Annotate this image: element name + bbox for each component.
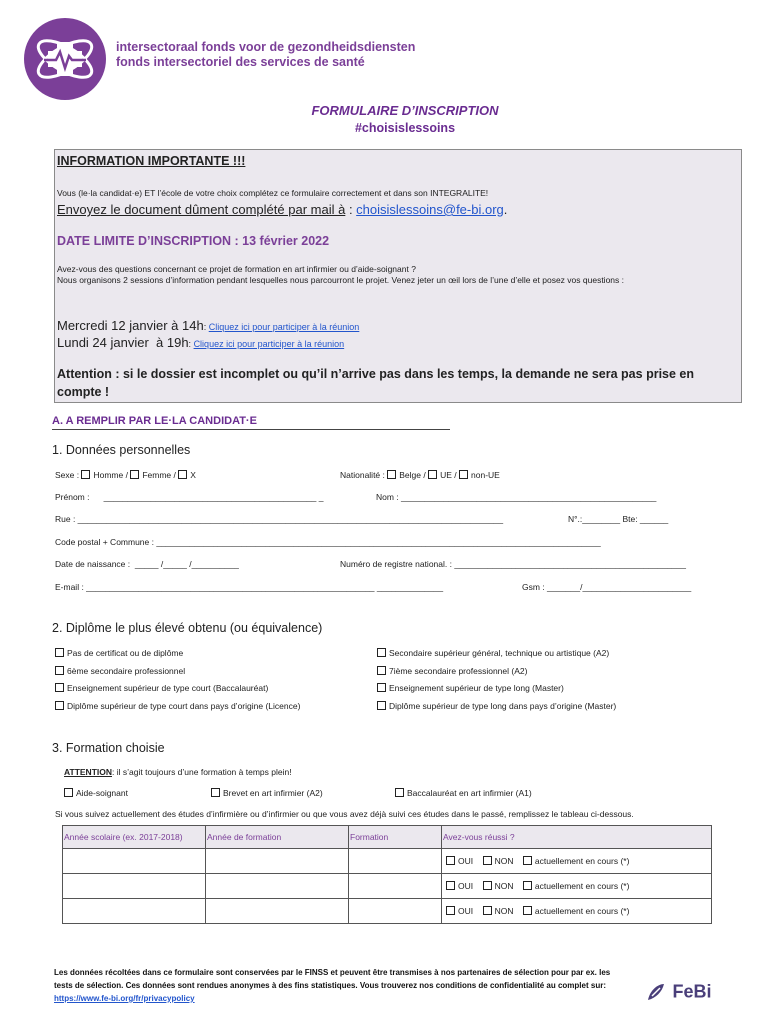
nat-nonue-checkbox[interactable] bbox=[459, 470, 468, 479]
formation-heading: 3. Formation choisie bbox=[52, 741, 165, 755]
info-heading: INFORMATION IMPORTANTE !!! bbox=[57, 154, 246, 168]
org-name bbox=[116, 40, 415, 70]
info-line1: Vous (le·la candidat·e) ET l’école de votre choix complétez ce formulaire correctement et dans son INTEGRALITE! bbox=[57, 188, 489, 198]
question-line2: Nous organisons 2 sessions d’information pendant lesquelles nous parcourront le projet. Venez jeter un œil lors de l’une d’elle et posez vos questions : bbox=[57, 275, 624, 285]
col-annee-scolaire: Année scolaire (ex. 2017-2018) bbox=[63, 826, 206, 849]
section-a-heading: A. A REMPLIR PAR LE·LA CANDIDAT·E bbox=[52, 415, 450, 430]
studies-table bbox=[62, 825, 712, 924]
diploma-options-right bbox=[377, 645, 616, 715]
diploma-checkbox[interactable] bbox=[377, 666, 386, 675]
febi-leaf-icon bbox=[644, 980, 668, 1004]
diploma-options-left bbox=[55, 645, 300, 715]
org-name-nl: intersectoraal fonds voor de gezondheidsdiensten bbox=[116, 40, 416, 54]
formation-opt-1: Aide-soignant bbox=[64, 788, 128, 798]
nat-belge-checkbox[interactable] bbox=[387, 470, 396, 479]
non-checkbox[interactable] bbox=[483, 856, 492, 865]
en-cours-checkbox[interactable] bbox=[523, 906, 532, 915]
email-link[interactable]: choisislessoins@fe-bi.org bbox=[356, 202, 504, 217]
sexe-label: Sexe : bbox=[55, 470, 80, 480]
sexe-homme-label: Homme / bbox=[93, 470, 128, 480]
formation-opt-2: Brevet en art infirmier (A2) bbox=[211, 788, 323, 798]
diploma-checkbox[interactable] bbox=[377, 648, 386, 657]
nat-ue-label: UE / bbox=[440, 470, 457, 480]
diploma-option: Diplôme supérieur de type court dans pays d’origine (Licence) bbox=[55, 698, 300, 716]
questions-text bbox=[57, 264, 727, 286]
nat-ue-checkbox[interactable] bbox=[428, 470, 437, 479]
diploma-option: Enseignement supérieur de type court (Baccalauréat) bbox=[55, 680, 300, 698]
sexe-homme-checkbox[interactable] bbox=[81, 470, 90, 479]
diploma-heading: 2. Diplôme le plus élevé obtenu (ou équivalence) bbox=[52, 621, 323, 635]
sexe-field bbox=[55, 470, 196, 480]
col-formation: Formation bbox=[349, 826, 442, 849]
logo-emblem-icon bbox=[24, 18, 106, 100]
oui-checkbox[interactable] bbox=[446, 856, 455, 865]
nat-nonue-label: non-UE bbox=[471, 470, 500, 480]
table-row bbox=[63, 849, 712, 874]
deadline: DATE LIMITE D’INSCRIPTION : 13 février 2022 bbox=[57, 234, 330, 248]
oui-checkbox[interactable] bbox=[446, 881, 455, 890]
org-name-fr: fonds intersectoriel des services de santé bbox=[116, 55, 365, 69]
nationality-field bbox=[340, 470, 500, 480]
non-checkbox[interactable] bbox=[483, 906, 492, 915]
diploma-option: 7ième secondaire professionnel (A2) bbox=[377, 663, 616, 681]
nom-field[interactable]: Nom : ______________________________________________________ bbox=[376, 492, 657, 502]
brevet-checkbox[interactable] bbox=[211, 788, 220, 797]
form-hashtag: #choisislessoins bbox=[354, 121, 456, 135]
send-instruction bbox=[57, 202, 507, 217]
nationality-label: Nationalité : bbox=[340, 470, 385, 480]
answer-cell: OUI NON actuellement en cours (*) bbox=[442, 874, 712, 899]
privacy-text: Les données récoltées dans ce formulaire sont conservées par le FINSS et peuvent être transmises à nos partenaires de sélection pour par ex. les tests de sélection. Ces données sont rendues anonymes à des fins statistiques. Vous trouverez nos conditions de confidentialité au complet sur: bbox=[54, 968, 611, 990]
non-checkbox[interactable] bbox=[483, 881, 492, 890]
cell-input[interactable] bbox=[63, 849, 206, 874]
cell-input[interactable] bbox=[349, 874, 442, 899]
en-cours-checkbox[interactable] bbox=[523, 856, 532, 865]
personal-heading: 1. Données personnelles bbox=[52, 443, 191, 457]
attention-text: : il s’agit toujours d’une formation à temps plein! bbox=[112, 767, 292, 777]
answer-cell: OUI NON actuellement en cours (*) bbox=[442, 899, 712, 924]
fonds-logo bbox=[24, 18, 106, 100]
febi-brand: FeBi bbox=[672, 981, 712, 1002]
table-row bbox=[63, 874, 712, 899]
session-2-link[interactable]: Cliquez ici pour participer à la réunion bbox=[193, 339, 345, 349]
numero-field[interactable]: N°.:________ Bte: ______ bbox=[568, 514, 669, 524]
answer-cell: OUI NON actuellement en cours (*) bbox=[442, 849, 712, 874]
diploma-option: Enseignement supérieur de type long (Master) bbox=[377, 680, 616, 698]
email-field[interactable]: E-mail : _____________________________________________________________ ______________ bbox=[55, 582, 444, 592]
aide-soignant-checkbox[interactable] bbox=[64, 788, 73, 797]
session-1-date: Mercredi 12 janvier à 14h bbox=[57, 318, 204, 333]
diploma-option: Pas de certificat ou de diplôme bbox=[55, 645, 300, 663]
attention-note: Attention : si le dossier est incomplet ou qu’il n’arrive pas dans les temps, la demande ne sera pas prise en compte ! bbox=[57, 367, 694, 399]
diploma-option: Diplôme supérieur de type long dans pays d’origine (Master) bbox=[377, 698, 616, 716]
important-info-box bbox=[54, 149, 742, 403]
formation-attention bbox=[64, 767, 292, 777]
rue-field[interactable]: Rue : __________________________________________________________________________________________ bbox=[55, 514, 504, 524]
cell-input[interactable] bbox=[349, 849, 442, 874]
session-1-link[interactable]: Cliquez ici pour participer à la réunion bbox=[208, 322, 360, 332]
diploma-option: Secondaire supérieur général, technique ou artistique (A2) bbox=[377, 645, 616, 663]
gsm-field[interactable]: Gsm : _______/_______________________ bbox=[522, 582, 692, 592]
privacy-footer bbox=[54, 966, 614, 1005]
en-cours-checkbox[interactable] bbox=[523, 881, 532, 890]
col-annee-formation: Année de formation bbox=[206, 826, 349, 849]
session-2: Lundi 24 janvier à 19h: Cliquez ici pour participer à la réunion bbox=[57, 335, 345, 350]
col-reussi: Avez-vous réussi ? bbox=[442, 826, 712, 849]
attention-label: ATTENTION bbox=[64, 767, 113, 777]
cell-input[interactable] bbox=[206, 849, 349, 874]
national-register-field[interactable]: Numéro de registre national. : _________________________________________________ bbox=[340, 559, 686, 569]
session-1: Mercredi 12 janvier à 14h: Cliquez ici pour participer à la réunion bbox=[57, 318, 360, 333]
cell-input[interactable] bbox=[206, 899, 349, 924]
cell-input[interactable] bbox=[63, 899, 206, 924]
oui-checkbox[interactable] bbox=[446, 906, 455, 915]
session-2-date: Lundi 24 janvier à 19h bbox=[57, 335, 189, 350]
diploma-option: 6ème secondaire professionnel bbox=[55, 663, 300, 681]
send-end: . bbox=[503, 202, 508, 217]
cell-input[interactable] bbox=[349, 899, 442, 924]
sexe-x-label: X bbox=[190, 470, 196, 480]
question-line1: Avez-vous des questions concernant ce projet de formation en art infirmier ou d’aide-soignant ? bbox=[57, 264, 416, 274]
cell-input[interactable] bbox=[63, 874, 206, 899]
diploma-checkbox[interactable] bbox=[377, 701, 386, 710]
sexe-femme-label: Femme / bbox=[142, 470, 176, 480]
sexe-x-checkbox[interactable] bbox=[178, 470, 187, 479]
sexe-femme-checkbox[interactable] bbox=[130, 470, 139, 479]
send-sep: : bbox=[345, 202, 357, 217]
febi-logo bbox=[644, 980, 711, 1004]
diploma-checkbox[interactable] bbox=[55, 648, 64, 657]
diploma-checkbox[interactable] bbox=[377, 683, 386, 692]
diploma-checkbox[interactable] bbox=[55, 701, 64, 710]
send-prefix: Envoyez le document dûment complété par mail à bbox=[57, 202, 346, 217]
bachelor-checkbox[interactable] bbox=[395, 788, 404, 797]
formation-opt-3: Baccalauréat en art infirmier (A1) bbox=[395, 788, 532, 798]
prenom-field[interactable]: Prénom : _____________________________________________ _ bbox=[55, 492, 324, 502]
postal-code-field[interactable]: Code postal + Commune : ______________________________________________________________________________________________ bbox=[55, 537, 601, 547]
cell-input[interactable] bbox=[206, 874, 349, 899]
formation-note: Si vous suivez actuellement des études d’infirmière ou d’infirmier ou que vous avez déjà suivi ces études dans le passé, remplissez le tableau ci-dessous. bbox=[55, 809, 634, 819]
form-title: FORMULAIRE D’INSCRIPTION bbox=[311, 103, 499, 118]
table-header-row bbox=[63, 826, 712, 849]
table-row bbox=[63, 899, 712, 924]
diploma-checkbox[interactable] bbox=[55, 683, 64, 692]
privacy-link[interactable]: https://www.fe-bi.org/fr/privacypolicy bbox=[54, 994, 195, 1003]
nat-belge-label: Belge / bbox=[399, 470, 426, 480]
birthdate-field[interactable]: Date de naissance : _____ /_____ /__________ bbox=[55, 559, 239, 569]
diploma-checkbox[interactable] bbox=[55, 666, 64, 675]
